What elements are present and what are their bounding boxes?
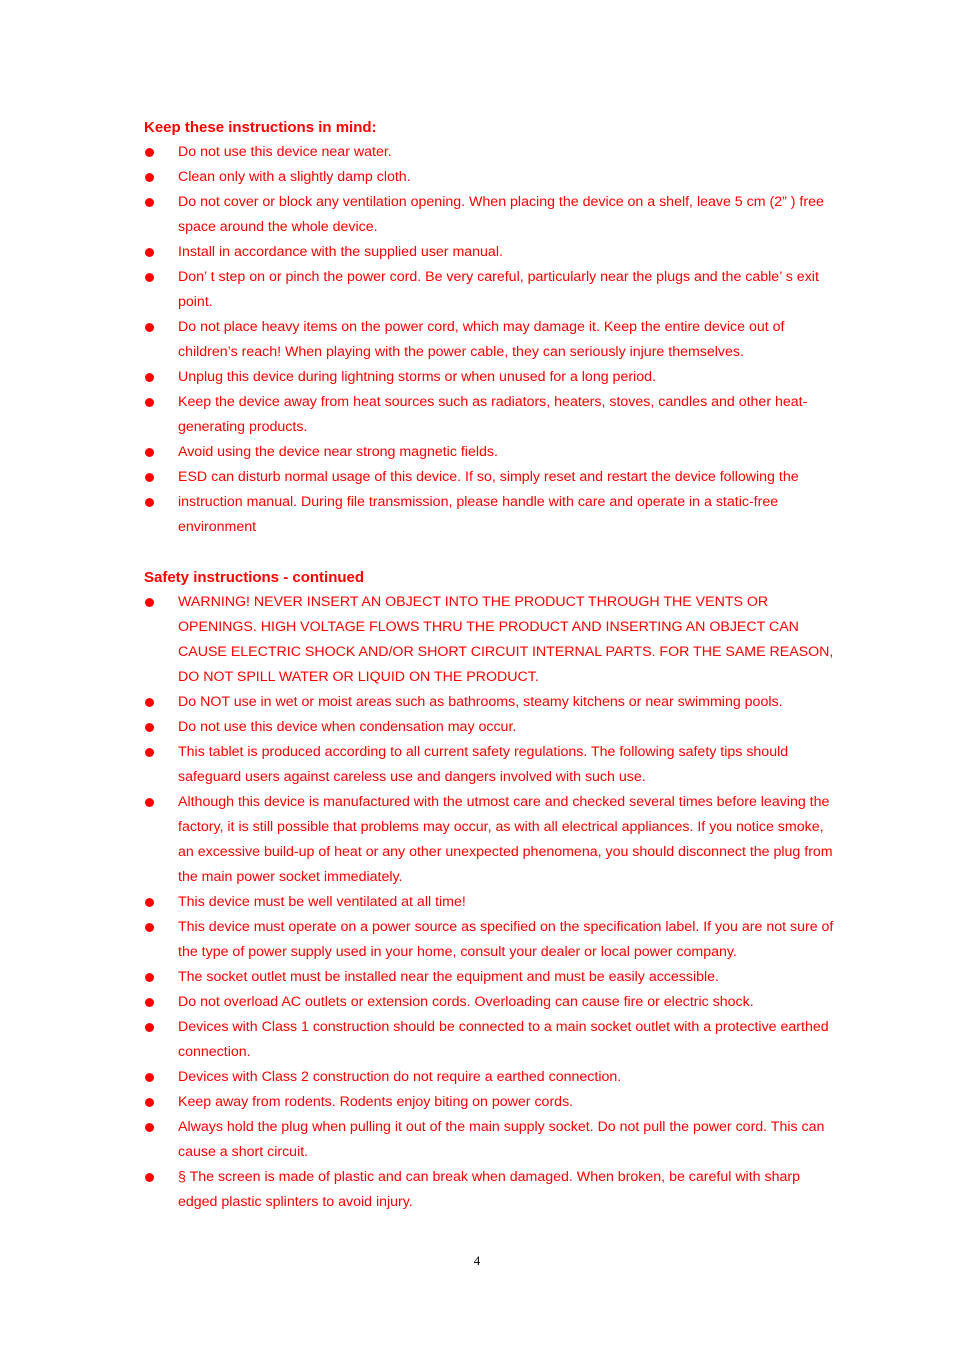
bullet-icon xyxy=(145,273,154,282)
bullet-icon xyxy=(145,173,154,182)
list-item: Clean only with a slightly damp cloth. xyxy=(0,165,954,190)
bullet-icon xyxy=(145,723,154,732)
list-item: ESD can disturb normal usage of this device. If so, simply reset and restart the device following the xyxy=(0,465,954,490)
list-item: WARNING! NEVER INSERT AN OBJECT INTO THE PRODUCT THROUGH THE VENTS OR OPENINGS. HIGH VOLTAGE FLOWS THRU THE PRODUCT AND INSERTING AN OBJECT CAN CAUSE ELECTRIC SHOCK AND/OR SHORT CIRCUIT INTERNAL PARTS. FOR THE SAME REASON, DO NOT SPILL WATER OR LIQUID ON THE PRODUCT. xyxy=(0,590,954,690)
instructions-list xyxy=(0,140,954,540)
list-item: Do NOT use in wet or moist areas such as bathrooms, steamy kitchens or near swimming pools. xyxy=(0,690,954,715)
bullet-icon xyxy=(145,598,154,607)
list-item: Avoid using the device near strong magnetic fields. xyxy=(0,440,954,465)
bullet-icon xyxy=(145,973,154,982)
bullet-icon xyxy=(145,498,154,507)
bullet-icon xyxy=(145,148,154,157)
bullet-icon xyxy=(145,398,154,407)
list-item: Keep the device away from heat sources such as radiators, heaters, stoves, candles and other heat-generating products. xyxy=(0,390,954,440)
safety-list xyxy=(0,590,954,1215)
bullet-icon xyxy=(145,198,154,207)
bullet-icon xyxy=(145,748,154,757)
bullet-icon xyxy=(145,698,154,707)
bullet-icon xyxy=(145,898,154,907)
bullet-icon xyxy=(145,798,154,807)
list-item: Although this device is manufactured with the utmost care and checked several times before leaving the factory, it is still possible that problems may occur, as with all electrical appliances. If you notice smoke, an excessive build-up of heat or any other unexpected phenomena, you should disconnect the plug from the main power socket immediately. xyxy=(0,790,954,890)
bullet-icon xyxy=(145,323,154,332)
bullet-icon xyxy=(145,998,154,1007)
list-item: This device must be well ventilated at all time! xyxy=(0,890,954,915)
page-number: 4 xyxy=(473,1253,481,1268)
bullet-icon xyxy=(145,373,154,382)
list-item: Keep away from rodents. Rodents enjoy biting on power cords. xyxy=(0,1090,954,1115)
bullet-icon xyxy=(145,448,154,457)
bullet-icon xyxy=(145,1073,154,1082)
list-item: This tablet is produced according to all current safety regulations. The following safety tips should safeguard users against careless use and dangers involved with such use. xyxy=(0,740,954,790)
list-item: Devices with Class 2 construction do not require a earthed connection. xyxy=(0,1065,954,1090)
section-title-instructions: Keep these instructions in mind: xyxy=(144,119,377,136)
section-title-safety: Safety instructions - continued xyxy=(144,569,365,586)
list-item: § The screen is made of plastic and can break when damaged. When broken, be careful with sharp edged plastic splinters to avoid injury. xyxy=(0,1165,954,1215)
list-item: Do not place heavy items on the power cord, which may damage it. Keep the entire device out of children’s reach! When playing with the power cable, they can seriously injure themselves. xyxy=(0,315,954,365)
bullet-icon xyxy=(145,248,154,257)
list-item: Devices with Class 1 construction should be connected to a main socket outlet with a protective earthed connection. xyxy=(0,1015,954,1065)
bullet-icon xyxy=(145,1098,154,1107)
bullet-icon xyxy=(145,473,154,482)
list-item: Do not use this device when condensation may occur. xyxy=(0,715,954,740)
list-item: Install in accordance with the supplied user manual. xyxy=(0,240,954,265)
bullet-icon xyxy=(145,1123,154,1132)
bullet-icon xyxy=(145,923,154,932)
list-item: This device must operate on a power source as specified on the specification label. If you are not sure of the type of power supply used in your home, consult your dealer or local power company. xyxy=(0,915,954,965)
bullet-icon xyxy=(145,1023,154,1032)
list-item: Unplug this device during lightning storms or when unused for a long period. xyxy=(0,365,954,390)
bullet-icon xyxy=(145,1173,154,1182)
list-item: instruction manual. During file transmission, please handle with care and operate in a static-free environment xyxy=(0,490,954,540)
list-item: Do not cover or block any ventilation opening. When placing the device on a shelf, leave 5 cm (2” ) free space around the whole device. xyxy=(0,190,954,240)
list-item: Don’ t step on or pinch the power cord. Be very careful, particularly near the plugs and the cable’ s exit point. xyxy=(0,265,954,315)
list-item: Always hold the plug when pulling it out of the main supply socket. Do not pull the power cord. This can cause a short circuit. xyxy=(0,1115,954,1165)
list-item: The socket outlet must be installed near the equipment and must be easily accessible. xyxy=(0,965,954,990)
list-item: Do not overload AC outlets or extension cords. Overloading can cause fire or electric shock. xyxy=(0,990,954,1015)
list-item: Do not use this device near water. xyxy=(0,140,954,165)
